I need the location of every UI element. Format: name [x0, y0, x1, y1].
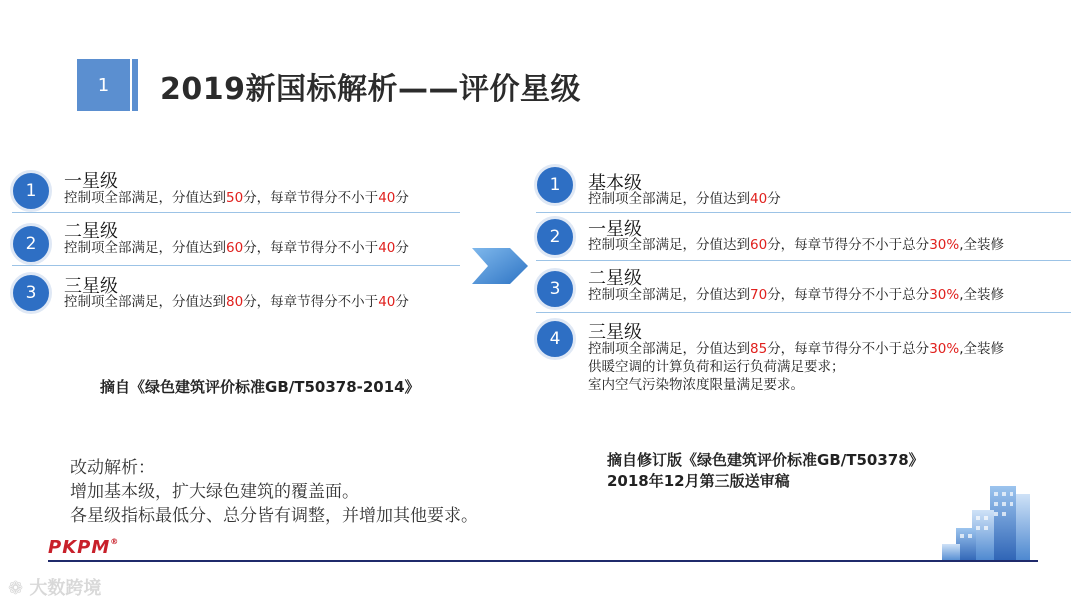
- right-item-4-extra-2: 室内空气污染物浓度限量满足要求。: [588, 377, 804, 393]
- pkpm-logo: PKPM®: [48, 537, 120, 558]
- buildings-icon: [938, 480, 1034, 562]
- right-item-2-number: 2: [534, 216, 576, 258]
- footer-line: [48, 560, 1038, 562]
- right-item-2-desc: 控制项全部满足，分值达到60分，每章节得分不小于总分30%,全装修: [588, 237, 1004, 253]
- right-item-4-extra-1: 供暖空调的计算负荷和运行负荷满足要求；: [588, 359, 845, 375]
- analysis-line-1: 增加基本级，扩大绿色建筑的覆盖面。: [70, 482, 359, 502]
- page-title: 2019新国标解析——评价星级: [160, 72, 581, 107]
- left-item-2-desc: 控制项全部满足，分值达到60分，每章节得分不小于40分: [64, 240, 409, 256]
- right-item-3-desc: 控制项全部满足，分值达到70分，每章节得分不小于总分30%,全装修: [588, 287, 1004, 303]
- left-divider: [12, 265, 460, 266]
- analysis-line-2: 各星级指标最低分、总分皆有调整，并增加其他要求。: [70, 506, 478, 526]
- left-item-2-level: 二星级: [64, 221, 118, 242]
- left-divider: [12, 212, 460, 213]
- right-item-2-level: 一星级: [588, 219, 642, 240]
- right-source-line-2: 2018年12月第三版送审稿: [607, 472, 790, 490]
- analysis-heading: 改动解析：: [70, 458, 155, 478]
- right-divider: [536, 212, 1071, 213]
- slide-number-badge: 1: [77, 59, 130, 111]
- left-item-1-level: 一星级: [64, 171, 118, 192]
- right-divider: [536, 260, 1071, 261]
- left-source-caption: 摘自《绿色建筑评价标准GB/T50378-2014》: [100, 378, 420, 396]
- right-item-1-level: 基本级: [588, 173, 642, 194]
- right-item-4-desc: 控制项全部满足，分值达到85分，每章节得分不小于总分30%,全装修: [588, 341, 1004, 357]
- left-item-1-desc: 控制项全部满足，分值达到50分，每章节得分不小于40分: [64, 190, 409, 206]
- left-item-3-level: 三星级: [64, 276, 118, 297]
- right-item-3-level: 二星级: [588, 268, 642, 289]
- change-analysis: [70, 456, 478, 528]
- right-divider: [536, 312, 1071, 313]
- right-item-1-desc: 控制项全部满足，分值达到40分: [588, 191, 781, 207]
- arrow-right-icon: [470, 244, 530, 288]
- right-item-1-number: 1: [534, 164, 576, 206]
- right-item-4-level: 三星级: [588, 322, 642, 343]
- watermark: ❁ 大数跨境: [8, 578, 102, 599]
- right-item-4-number: 4: [534, 318, 576, 360]
- right-source-caption: [607, 450, 924, 492]
- left-item-2-number: 2: [10, 223, 52, 265]
- right-source-line-1: 摘自修订版《绿色建筑评价标准GB/T50378》: [607, 451, 924, 469]
- watermark-logo-icon: ❁: [8, 578, 30, 599]
- left-item-3-desc: 控制项全部满足，分值达到80分，每章节得分不小于40分: [64, 294, 409, 310]
- left-item-1-number: 1: [10, 170, 52, 212]
- slide-number-bar: [132, 59, 138, 111]
- left-item-3-number: 3: [10, 272, 52, 314]
- right-item-3-number: 3: [534, 268, 576, 310]
